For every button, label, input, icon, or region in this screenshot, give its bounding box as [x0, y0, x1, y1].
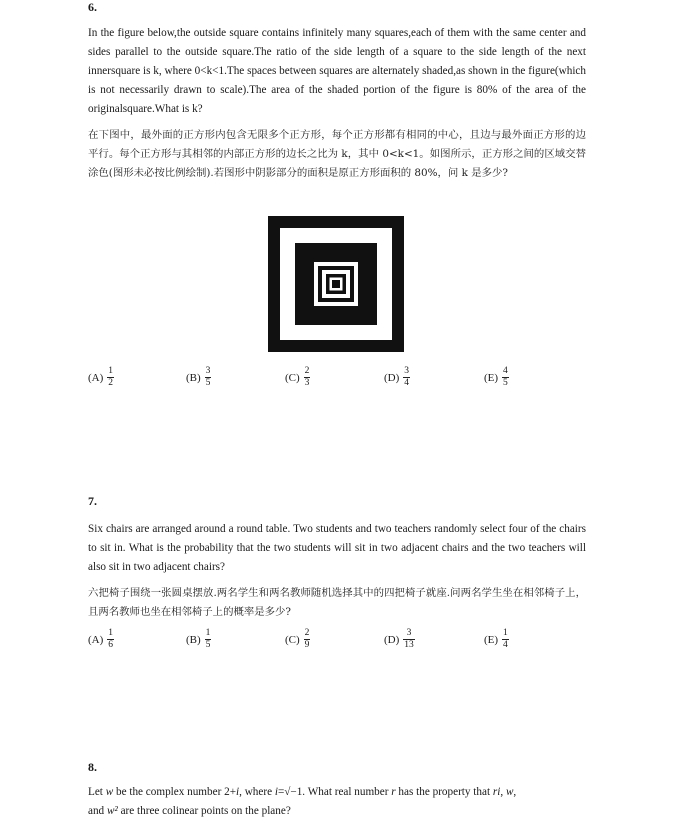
fraction-denominator: 5	[205, 378, 211, 388]
fraction-denominator: 9	[304, 640, 310, 650]
fraction-numerator: 2	[304, 628, 310, 638]
q7-choice-c	[285, 628, 310, 651]
question-6-choices	[88, 366, 608, 400]
question-8-text-en: Let w be the complex number 2+i, where i=√−1. What real number r has the property that ri, w, and w² are three colinear points on the plane?	[88, 786, 517, 817]
question-8-number: 8.	[88, 760, 97, 774]
question-7-text-zh: 六把椅子围绕一张圆桌摆放.两名学生和两名教师随机选择其中的四把椅子就座.问两名学生坐在相邻椅子上，且两名教师也坐在相邻椅子上的概率是多少?	[88, 587, 586, 618]
question-6-text-en: In the figure below,the outside square contains infinitely many squares,each of them with the same center and sides parallel to the outside square.The ratio of the side length of a square to the side length of the next innersquare is k, where 0<k<1.The spaces between squares are alternately shaded,as shown in the figure(which is not necessarily drawn to scale).The area of the shaded portion of the figure is 80% of the area of the originalsquare.What is k?	[88, 27, 586, 115]
choice-label: (A)	[88, 633, 104, 646]
choice-fraction	[205, 366, 212, 389]
nested-square-9	[332, 280, 340, 288]
fraction-numerator: 4	[503, 366, 508, 376]
fraction-numerator: 1	[503, 628, 508, 638]
nested-squares-figure	[268, 216, 404, 352]
fraction-numerator: 1	[108, 366, 114, 376]
fraction-denominator: 3	[304, 378, 310, 388]
fraction-denominator: 13	[404, 640, 414, 650]
q7-choice-b	[186, 628, 211, 651]
choice-label: (B)	[186, 371, 201, 384]
choice-fraction	[107, 366, 114, 389]
fraction-numerator: 3	[406, 628, 412, 638]
q7-choice-d	[384, 628, 415, 651]
fraction-numerator: 1	[108, 628, 114, 638]
choice-label: (C)	[285, 633, 300, 646]
q6-choice-b	[186, 366, 211, 389]
choice-fraction	[304, 628, 311, 651]
question-7-number: 7.	[88, 494, 97, 508]
q6-choice-e	[484, 366, 509, 389]
fraction-denominator: 4	[404, 378, 410, 388]
question-7-text-en: Six chairs are arranged around a round table. Two students and two teachers randomly select four of the chairs to sit in. What is the probability that the two students will sit in two adjacent chairs and the two teachers will also sit in two adjacent chairs?	[88, 523, 586, 573]
fraction-numerator: 2	[304, 366, 310, 376]
fraction-numerator: 3	[205, 366, 211, 376]
q7-choice-a	[88, 628, 114, 651]
fraction-denominator: 6	[108, 640, 114, 650]
choice-fraction	[502, 366, 509, 389]
q6-choice-c	[285, 366, 310, 389]
choice-fraction	[304, 366, 311, 389]
choice-label: (E)	[484, 371, 499, 384]
fraction-numerator: 1	[205, 628, 211, 638]
q6-choice-a	[88, 366, 114, 389]
choice-label: (A)	[88, 371, 104, 384]
question-6-number: 6.	[88, 0, 97, 14]
choice-fraction	[502, 628, 509, 651]
choice-fraction	[403, 366, 410, 389]
choice-label: (E)	[484, 633, 499, 646]
fraction-denominator: 2	[108, 378, 114, 388]
choice-label: (D)	[384, 371, 400, 384]
fraction-denominator: 5	[503, 378, 508, 388]
q6-choice-d	[384, 366, 410, 389]
fraction-numerator: 3	[404, 366, 410, 376]
choice-fraction	[205, 628, 212, 651]
choice-fraction	[403, 628, 415, 651]
choice-fraction	[107, 628, 114, 651]
question-7-choices	[88, 628, 608, 662]
choice-label: (C)	[285, 371, 300, 384]
fraction-denominator: 4	[503, 640, 508, 650]
choice-label: (D)	[384, 633, 400, 646]
choice-label: (B)	[186, 633, 201, 646]
q7-choice-e	[484, 628, 509, 651]
fraction-denominator: 5	[205, 640, 211, 650]
question-6-text-zh: 在下图中，最外面的正方形内包含无限多个正方形，每个正方形都有相同的中心，且边与最外面正方形的边平行。每个正方形与其相邻的内部正方形的边长之比为 k，其中 0<k<1。如图所示，正方形之间的区域交替涂色(图形未必按比例绘制).若图形中阴影部分的面积是原正方形面积的 80%，问 k 是多少?	[88, 129, 586, 179]
